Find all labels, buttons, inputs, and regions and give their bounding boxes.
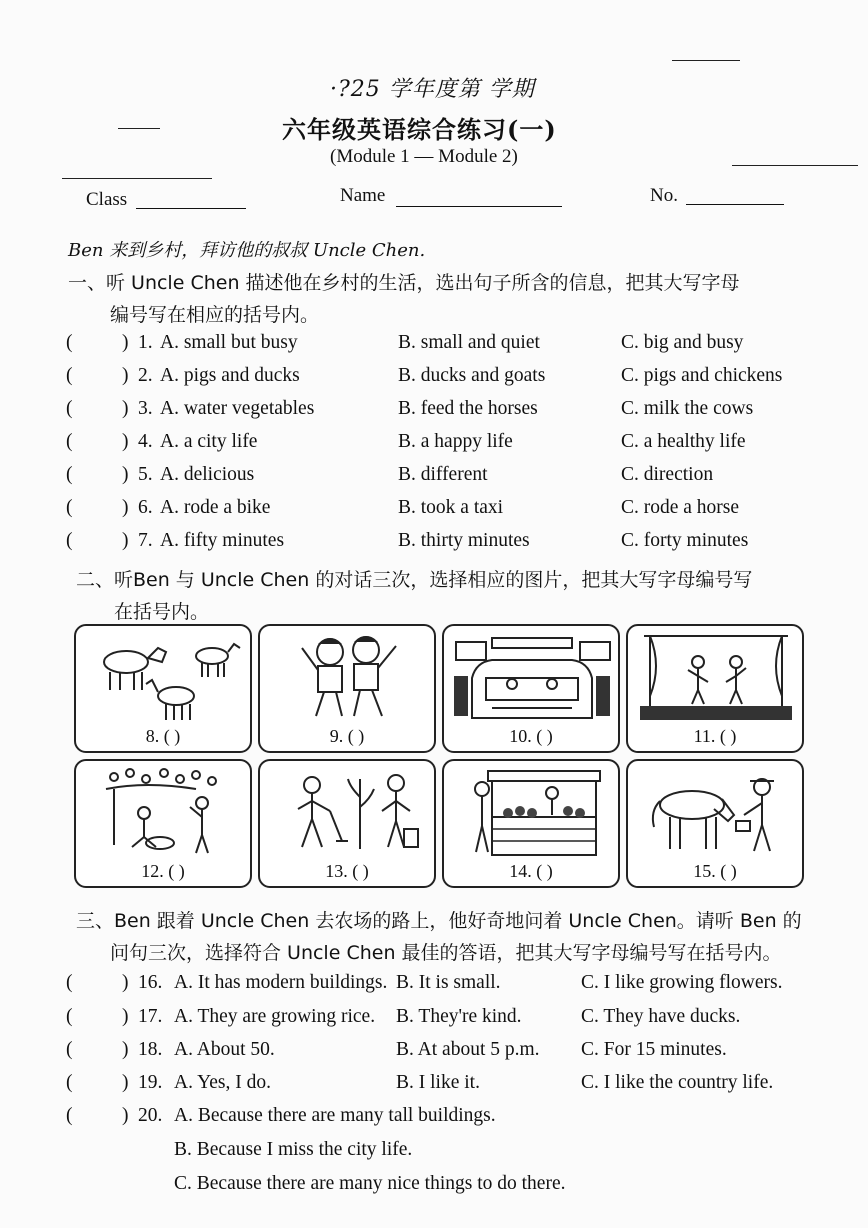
- picture-card[interactable]: [442, 624, 620, 753]
- option-b[interactable]: B. It is small.: [396, 972, 501, 993]
- picture-caption: 13. ( ): [325, 861, 369, 881]
- option-a[interactable]: A. It has modern buildings.: [174, 972, 388, 993]
- section-three-instruction: 三、Ben 跟着 Uncle Chen 去农场的路上，他好奇地问着 Uncle Chen。请听 Ben 的: [76, 910, 802, 932]
- answer-paren-close[interactable]: ): [122, 530, 129, 551]
- option-c[interactable]: C. I like the country life.: [581, 1072, 774, 1093]
- option-a[interactable]: A. They are growing rice.: [174, 1006, 376, 1027]
- question-number: 16.: [138, 972, 163, 993]
- question-number: 2.: [138, 365, 153, 386]
- option-c[interactable]: C. pigs and chickens: [621, 365, 783, 386]
- picture-grid: [74, 624, 804, 890]
- market-stall-icon: [452, 767, 612, 859]
- picture-card[interactable]: [258, 759, 436, 888]
- option-c[interactable]: C. direction: [621, 464, 714, 485]
- scan-mark: [118, 128, 160, 129]
- option-c[interactable]: C. Because there are many nice things to do there.: [174, 1173, 566, 1194]
- option-b[interactable]: B. feed the horses: [398, 398, 538, 419]
- question-number: 4.: [138, 431, 153, 452]
- option-c[interactable]: C. big and busy: [621, 332, 744, 353]
- answer-paren-close[interactable]: ): [122, 1006, 129, 1027]
- question-row: [66, 497, 856, 527]
- picture-card[interactable]: [626, 759, 804, 888]
- option-b[interactable]: B. ducks and goats: [398, 365, 546, 386]
- option-b[interactable]: B. Because I miss the city life.: [174, 1139, 413, 1160]
- option-b[interactable]: B. At about 5 p.m.: [396, 1039, 540, 1060]
- answer-paren-open[interactable]: (: [66, 1039, 73, 1060]
- question-row: [66, 332, 856, 362]
- answer-paren-close[interactable]: ): [122, 1039, 129, 1060]
- option-c[interactable]: C. forty minutes: [621, 530, 749, 551]
- answer-paren-close[interactable]: ): [122, 972, 129, 993]
- question-row: [66, 530, 856, 560]
- page-title: 六年级英语综合练习(一): [282, 115, 557, 144]
- traffic-jam-icon: [452, 632, 612, 724]
- question-number: 7.: [138, 530, 153, 551]
- question-number: 3.: [138, 398, 153, 419]
- option-a[interactable]: A. water vegetables: [160, 398, 315, 419]
- option-c[interactable]: C. For 15 minutes.: [581, 1039, 727, 1060]
- children-icon: [268, 632, 428, 724]
- answer-paren-open[interactable]: (: [66, 530, 73, 551]
- question-row: [66, 1039, 856, 1069]
- name-field[interactable]: [396, 206, 562, 207]
- question-20-option-c-row: [66, 1173, 856, 1203]
- question-number: 18.: [138, 1039, 163, 1060]
- answer-paren-open[interactable]: (: [66, 1072, 73, 1093]
- option-b[interactable]: B. small and quiet: [398, 332, 540, 353]
- answer-paren-open[interactable]: (: [66, 332, 73, 353]
- section-three-instruction: 问句三次，选择符合 Uncle Chen 最佳的答语，把其大写字母编号写在括号内。: [110, 942, 782, 964]
- option-b[interactable]: B. different: [398, 464, 488, 485]
- intro-text: Ben 来到乡村，拜访他的叔叔 Uncle Chen.: [68, 240, 426, 261]
- section-two-instruction: 在括号内。: [114, 601, 210, 623]
- school-year-line: ·?25 学年度第 学期: [330, 77, 535, 102]
- class-field[interactable]: [136, 208, 246, 209]
- question-20-option-b-row: [66, 1139, 856, 1169]
- answer-paren-open[interactable]: (: [66, 972, 73, 993]
- option-b[interactable]: B. I like it.: [396, 1072, 480, 1093]
- option-a[interactable]: A. a city life: [160, 431, 258, 452]
- scan-mark: [732, 165, 858, 166]
- picture-caption: 12. ( ): [141, 861, 185, 881]
- picture-caption: 14. ( ): [509, 861, 553, 881]
- question-row: [66, 1072, 856, 1102]
- picking-fruit-icon: [84, 767, 244, 859]
- answer-paren-open[interactable]: (: [66, 497, 73, 518]
- module-range: (Module 1 — Module 2): [330, 146, 518, 167]
- answer-paren-close[interactable]: ): [122, 365, 129, 386]
- answer-paren-close[interactable]: ): [122, 1072, 129, 1093]
- class-label: Class: [86, 189, 128, 210]
- picture-card[interactable]: [626, 624, 804, 753]
- planting-trees-icon: [268, 767, 428, 859]
- picture-card[interactable]: [74, 759, 252, 888]
- section-two-instruction: 二、听Ben 与 Uncle Chen 的对话三次，选择相应的图片，把其大写字母编号写: [76, 569, 753, 591]
- name-label: Name: [340, 185, 386, 206]
- option-a[interactable]: A. fifty minutes: [160, 530, 285, 551]
- option-a[interactable]: A. rode a bike: [160, 497, 271, 518]
- picture-card[interactable]: [74, 624, 252, 753]
- picture-caption: 15. ( ): [693, 861, 737, 881]
- question-row: [66, 464, 856, 494]
- question-number: 17.: [138, 1006, 163, 1027]
- option-b[interactable]: B. a happy life: [398, 431, 513, 452]
- answer-paren-open[interactable]: (: [66, 1006, 73, 1027]
- question-row: [66, 398, 856, 428]
- scan-mark: [62, 178, 212, 179]
- picture-card[interactable]: [258, 624, 436, 753]
- picture-card[interactable]: [442, 759, 620, 888]
- question-row: [66, 431, 856, 461]
- option-a[interactable]: A. delicious: [160, 464, 255, 485]
- question-row: [66, 365, 856, 395]
- option-c[interactable]: C. a healthy life: [621, 431, 746, 452]
- option-a[interactable]: A. About 50.: [174, 1039, 275, 1060]
- answer-paren-close[interactable]: ): [122, 398, 129, 419]
- option-a[interactable]: A. Because there are many tall buildings.: [174, 1105, 496, 1126]
- question-number: 19.: [138, 1072, 163, 1093]
- section-one-instruction: 编号写在相应的括号内。: [110, 304, 320, 326]
- option-a[interactable]: A. Yes, I do.: [174, 1072, 271, 1093]
- question-number: 1.: [138, 332, 153, 353]
- question-number: 5.: [138, 464, 153, 485]
- number-field[interactable]: [686, 204, 784, 205]
- answer-paren-open[interactable]: (: [66, 431, 73, 452]
- option-c[interactable]: C. milk the cows: [621, 398, 754, 419]
- answer-paren-close[interactable]: ): [122, 332, 129, 353]
- answer-paren-close[interactable]: ): [122, 464, 129, 485]
- question-row: [66, 972, 856, 1002]
- option-a[interactable]: A. small but busy: [160, 332, 298, 353]
- feeding-horse-icon: [636, 767, 796, 859]
- number-label: No.: [650, 185, 678, 206]
- answer-paren-open[interactable]: (: [66, 398, 73, 419]
- question-row-20: [66, 1105, 856, 1135]
- answer-paren-close[interactable]: ): [122, 431, 129, 452]
- question-number: 6.: [138, 497, 153, 518]
- section-one-instruction: 一、听 Uncle Chen 描述他在乡村的生活，选出句子所含的信息，把其大写字母: [68, 272, 740, 294]
- picture-caption: 8. ( ): [145, 726, 181, 746]
- option-b[interactable]: B. took a taxi: [398, 497, 504, 518]
- question-number: 20.: [138, 1105, 163, 1126]
- answer-paren-close[interactable]: ): [122, 497, 129, 518]
- option-b[interactable]: B. thirty minutes: [398, 530, 530, 551]
- question-row: [66, 1006, 856, 1036]
- stage-show-icon: [636, 632, 796, 724]
- option-b[interactable]: B. They're kind.: [396, 1006, 522, 1027]
- picture-caption: 11. ( ): [693, 726, 737, 746]
- answer-paren-open[interactable]: (: [66, 365, 73, 386]
- option-c[interactable]: C. They have ducks.: [581, 1006, 741, 1027]
- picture-caption: 9. ( ): [329, 726, 365, 746]
- picture-caption: 10. ( ): [509, 726, 553, 746]
- goats-icon: [84, 632, 244, 724]
- answer-paren-close[interactable]: ): [122, 1105, 129, 1126]
- scan-mark: [672, 60, 740, 61]
- answer-paren-open[interactable]: (: [66, 1105, 73, 1126]
- option-c[interactable]: C. rode a horse: [621, 497, 740, 518]
- option-a[interactable]: A. pigs and ducks: [160, 365, 300, 386]
- answer-paren-open[interactable]: (: [66, 464, 73, 485]
- option-c[interactable]: C. I like growing flowers.: [581, 972, 783, 993]
